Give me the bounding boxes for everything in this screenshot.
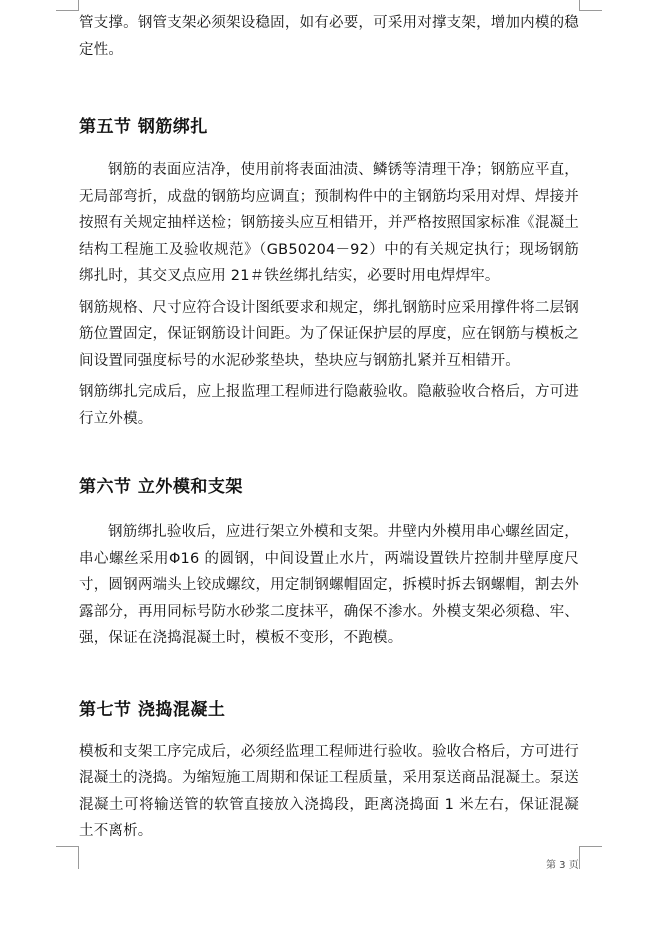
crop-mark-top-left: [56, 0, 79, 11]
section-7-paragraph-1: 模板和支架工序完成后，必须经监理工程师进行验收。验收合格后，方可进行混凝土的浇捣。为缩短施工周期和保证工程质量，采用泵送商品混凝土。泵送混凝土可将输送管的软管直接放入浇捣段，距离浇捣面 1 米左右，保证混凝土不离析。: [79, 743, 579, 839]
section-6-title: 第六节 立外模和支架: [79, 477, 243, 497]
page-number: 第 3 页: [546, 860, 579, 871]
section-5-paragraph-3: 钢筋绑扎完成后，应上报监理工程师进行隐蔽验收。隐蔽验收合格后，方可进行立外模。: [79, 384, 579, 427]
paragraph-continued: 管支撑。钢管支架必须架设稳固，如有必要，可采用对撑支架，增加内模的稳定性。: [79, 15, 579, 58]
section-5-paragraph-1: 钢筋的表面应洁净，使用前将表面油渍、鳞锈等清理干净；钢筋应平直，无局部弯折，成盘的钢筋均应调直；预制构件中的主钢筋均采用对焊、焊接并按照有关规定抽样送检；钢筋接头应互相错开，并严格按照国家标准《混凝土结构工程施工及验收规范》（GB50204－92）中的有关规定执行；现场钢筋绑扎时，其交叉点应用 21＃铁丝绑扎结实，必要时用电焊焊牢。: [79, 162, 579, 284]
crop-mark-bottom-left: [56, 846, 79, 869]
section-5-paragraph-2: 钢筋规格、尺寸应符合设计图纸要求和规定，绑扎钢筋时应采用撑件将二层钢筋位置固定，保证钢筋设计间距。为了保证保护层的厚度，应在钢筋与模板之间设置同强度标号的水泥砂浆垫块，垫块应与钢筋扎紧并互相错开。: [79, 299, 579, 369]
crop-mark-top-right: [579, 0, 602, 11]
section-5-title: 第五节 钢筋绑扎: [79, 117, 208, 137]
section-6-paragraph-1: 钢筋绑扎验收后，应进行架立外模和支架。井壁内外模用串心螺丝固定，串心螺丝采用Φ16 的圆钢，中间设置止水片，两端设置铁片控制井壁厚度尺寸，圆钢两端头上铰成螺纹，用定制钢螺帽固定，拆模时拆去钢螺帽，割去外露部分，再用同标号防水砂浆二度抹平，确保不渗水。外模支架必须稳、牢、强，保证在浇捣混凝土时，模板不变形，不跑模。: [79, 524, 579, 646]
document-body: [79, 10, 579, 845]
crop-mark-bottom-right: [579, 846, 602, 869]
section-7-title: 第七节 浇捣混凝土: [79, 699, 226, 720]
